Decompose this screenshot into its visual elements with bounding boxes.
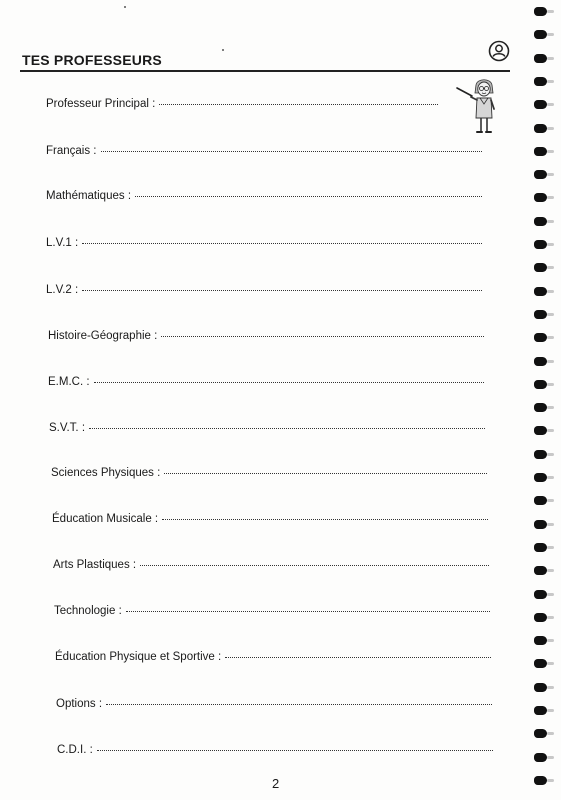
field-label: L.V.2 : (46, 284, 79, 296)
field-label: L.V.1 : (46, 237, 79, 249)
binding-ring (534, 520, 547, 529)
binding-ring (534, 729, 547, 738)
binding-ring (534, 659, 547, 668)
field-label: Éducation Physique et Sportive : (55, 651, 222, 663)
binding-ring (534, 263, 547, 272)
field-professeur-principal[interactable] (46, 98, 438, 110)
field-label: Options : (56, 698, 103, 710)
spiral-binding (528, 0, 561, 800)
dotted-write-line[interactable] (82, 242, 482, 244)
field-technologie[interactable] (54, 605, 490, 617)
binding-ring (534, 170, 547, 179)
field-lv1[interactable] (46, 237, 482, 249)
dotted-write-line[interactable] (101, 150, 483, 152)
binding-ring (534, 380, 547, 389)
binding-ring (534, 357, 547, 366)
binding-ring (534, 753, 547, 762)
field-label: Arts Plastiques : (53, 559, 137, 571)
field-label: Sciences Physiques : (51, 467, 161, 479)
binding-ring (534, 147, 547, 156)
dotted-write-line[interactable] (89, 427, 485, 429)
field-label: Mathématiques : (46, 190, 132, 202)
binding-ring (534, 566, 547, 575)
binding-ring (534, 683, 547, 692)
field-svt[interactable] (49, 422, 485, 434)
field-label: Professeur Principal : (46, 98, 156, 110)
dotted-write-line[interactable] (225, 656, 491, 658)
user-circle-icon (488, 40, 510, 62)
dotted-write-line[interactable] (159, 103, 438, 105)
field-cdi[interactable] (57, 744, 493, 756)
binding-ring (534, 496, 547, 505)
binding-ring (534, 7, 547, 16)
field-education-physique-sportive[interactable] (55, 651, 491, 663)
binding-ring (534, 193, 547, 202)
binding-ring (534, 426, 547, 435)
teacher-illustration (455, 76, 505, 136)
binding-ring (534, 543, 547, 552)
binding-ring (534, 310, 547, 319)
dotted-write-line[interactable] (126, 610, 490, 612)
title-rule (20, 70, 510, 72)
field-mathematiques[interactable] (46, 190, 482, 202)
binding-ring (534, 590, 547, 599)
binding-ring (534, 333, 547, 342)
binding-ring (534, 706, 547, 715)
binding-ring (534, 450, 547, 459)
binding-ring (534, 124, 547, 133)
dotted-write-line[interactable] (82, 289, 482, 291)
field-francais[interactable] (46, 145, 482, 157)
binding-ring (534, 287, 547, 296)
dotted-write-line[interactable] (94, 381, 484, 383)
binding-ring (534, 240, 547, 249)
dotted-write-line[interactable] (135, 195, 482, 197)
field-label: E.M.C. : (48, 376, 90, 388)
dotted-write-line[interactable] (162, 518, 488, 520)
paper-speck (222, 49, 224, 51)
paper-speck (124, 6, 126, 8)
binding-ring (534, 636, 547, 645)
binding-ring (534, 217, 547, 226)
binding-ring (534, 30, 547, 39)
field-label: Histoire-Géographie : (48, 330, 158, 342)
page-number: 2 (272, 776, 280, 791)
field-label: Technologie : (54, 605, 122, 617)
binding-ring (534, 54, 547, 63)
dotted-write-line[interactable] (140, 564, 489, 566)
field-label: C.D.I. : (57, 744, 93, 756)
dotted-write-line[interactable] (164, 472, 487, 474)
dotted-write-line[interactable] (106, 703, 492, 705)
page-title: TES PROFESSEURS (22, 52, 162, 68)
field-arts-plastiques[interactable] (53, 559, 489, 571)
field-lv2[interactable] (46, 284, 482, 296)
binding-ring (534, 403, 547, 412)
field-histoire-geographie[interactable] (48, 330, 484, 342)
field-label: Éducation Musicale : (52, 513, 159, 525)
binding-ring (534, 77, 547, 86)
binding-ring (534, 613, 547, 622)
binding-ring (534, 473, 547, 482)
field-options[interactable] (56, 698, 492, 710)
binding-ring (534, 100, 547, 109)
field-sciences-physiques[interactable] (51, 467, 487, 479)
field-emc[interactable] (48, 376, 484, 388)
dotted-write-line[interactable] (97, 749, 493, 751)
dotted-write-line[interactable] (161, 335, 484, 337)
field-label: S.V.T. : (49, 422, 86, 434)
field-label: Français : (46, 145, 97, 157)
field-education-musicale[interactable] (52, 513, 488, 525)
binding-ring (534, 776, 547, 785)
